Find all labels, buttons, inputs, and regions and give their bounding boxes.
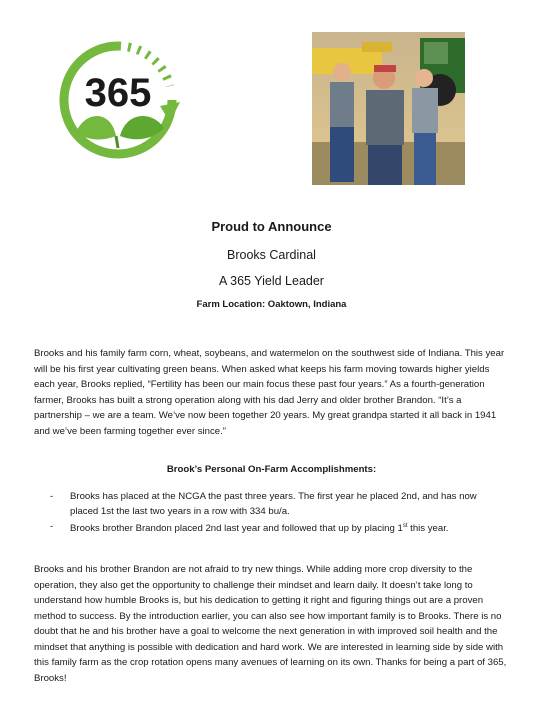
leader-subtitle: A 365 Yield Leader <box>219 274 324 288</box>
accomplishment-text-2: Brooks brother Brandon placed 2nd last year and followed that up by placing 1 <box>70 523 403 535</box>
accomplishment-text-1: Brooks has placed at the NCGA the past three years. The first year he placed 2nd, and has now placed 1st the last two years in a row with 334 bu/a. <box>70 491 477 517</box>
family-photo <box>312 32 465 185</box>
list-item <box>50 489 490 519</box>
brand-logo <box>56 40 180 160</box>
announcement-headline: Proud to Announce <box>211 219 332 234</box>
accomplishments-list <box>50 489 490 536</box>
accomplishment-text-2-end: this year. <box>407 523 449 535</box>
logo-text: 365 <box>84 71 152 115</box>
logo-stem <box>116 136 118 148</box>
photo-illustration <box>312 32 465 185</box>
closing-paragraph: Brooks and his brother Brandon are not afraid to try new things. While adding more crop diversity to the operation, they also get the opportunity to challenge their mindset and learn daily. It doesn’t take long to understand how humble Brooks is, but his dedication to getting it right and figuring things out are a proven method to success. By the introduction earlier, you can also see how important family is to Brooks. There is no doubt that he and his brother have a goal to welcome the next generation in with improved soil health and the mindset that anything is possible with dedication and hard work. We are interested in learning side by side with this family farm as the crop rotation opens many avenues of learning on its own. Thanks for being a part of 365, Brooks! <box>34 564 507 684</box>
leader-name: Brooks Cardinal <box>227 248 316 262</box>
intro-paragraph: Brooks and his family farm corn, wheat, soybeans, and watermelon on the southwest side of Indiana. This year will be his first year cultivating green beans. When asked what keeps his farm moving towards higher yields each year, Brooks replied, “Fertility has been our main focus these past four years.” As a fourth-generation farmer, Brooks has built a strong operation along with his dad Jerry and older brother Brandon. “It’s a partnership – we are a team. We’ve now been together 20 years. My great grandpa started it all back in 1941 and we’ve been farming together ever since.” <box>34 348 505 437</box>
accomplishments-heading: Brook’s Personal On-Farm Accomplishments: <box>166 464 377 475</box>
logo-arrow-head <box>160 102 180 122</box>
list-item <box>50 519 490 536</box>
logo-graphic <box>56 40 180 160</box>
farm-location: Farm Location: Oaktown, Indiana <box>196 299 347 310</box>
ordinal-suffix: st <box>402 523 408 529</box>
